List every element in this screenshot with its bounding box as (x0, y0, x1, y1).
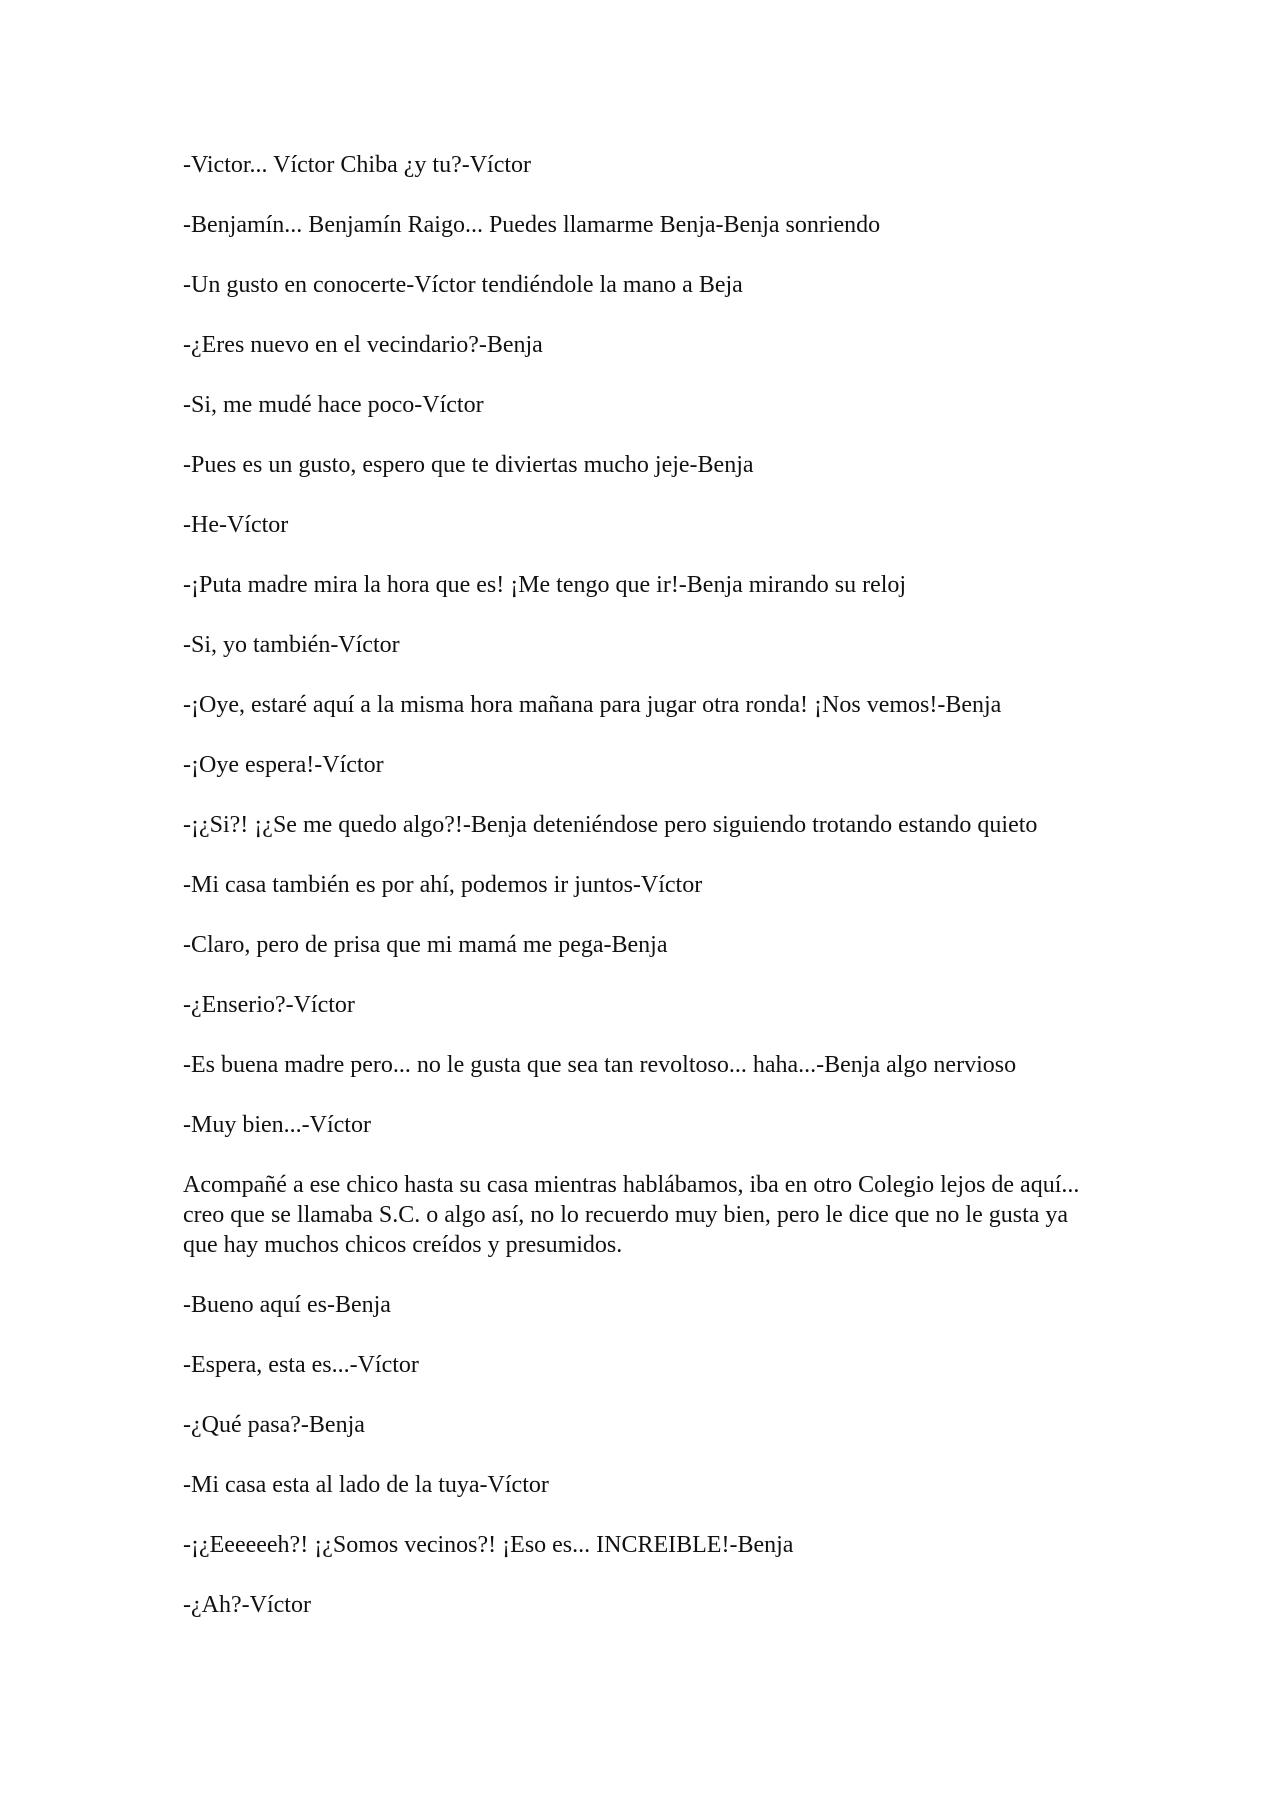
paragraph: -Es buena madre pero... no le gusta que sea tan revoltoso... haha...-Benja algo nervioso (183, 1052, 1017, 1078)
paragraph: -¡Oye espera!-Víctor (183, 752, 384, 778)
paragraph: -Si, me mudé hace poco-Víctor (183, 392, 484, 418)
paragraph: -Benjamín... Benjamín Raigo... Puedes llamarme Benja-Benja sonriendo (183, 212, 881, 238)
paragraph: -Bueno aquí es-Benja (183, 1292, 391, 1318)
paragraph: -¡¿Si?! ¡¿Se me quedo algo?!-Benja deteniéndose pero siguiendo trotando estando quieto (183, 812, 1038, 838)
paragraph: -Claro, pero de prisa que mi mamá me pega-Benja (183, 932, 668, 958)
paragraph: -¡Oye, estaré aquí a la misma hora mañana para jugar otra ronda! ¡Nos vemos!-Benja (183, 692, 1002, 718)
paragraph: -¿Eres nuevo en el vecindario?-Benja (183, 332, 543, 358)
paragraph: -¡Puta madre mira la hora que es! ¡Me tengo que ir!-Benja mirando su reloj (183, 572, 907, 598)
paragraph: -¡¿Eeeeeeh?! ¡¿Somos vecinos?! ¡Eso es... INCREIBLE!-Benja (183, 1532, 794, 1558)
paragraph: -¿Ah?-Víctor (183, 1592, 311, 1618)
paragraph: -Muy bien...-Víctor (183, 1112, 371, 1138)
paragraph: -¿Qué pasa?-Benja (183, 1412, 365, 1438)
paragraph: -Espera, esta es...-Víctor (183, 1352, 419, 1378)
paragraph: -Un gusto en conocerte-Víctor tendiéndole la mano a Beja (183, 272, 743, 298)
paragraph: -Mi casa esta al lado de la tuya-Víctor (183, 1472, 549, 1498)
paragraph: -Mi casa también es por ahí, podemos ir juntos-Víctor (183, 872, 703, 898)
paragraph: -Pues es un gusto, espero que te diviertas mucho jeje-Benja (183, 452, 754, 478)
paragraph: -He-Víctor (183, 512, 289, 538)
paragraph: Acompañé a ese chico hasta su casa mientras hablábamos, iba en otro Colegio lejos de aquí... creo que se llamaba S.C. o algo así, no lo recuerdo muy bien, pero le dice que no le gusta ya que hay muchos chicos creídos y presumidos. (183, 1172, 1080, 1258)
paragraph: -Si, yo también-Víctor (183, 632, 400, 658)
paragraph: -¿Enserio?-Víctor (183, 992, 355, 1018)
document-body (183, 150, 1103, 1650)
paragraph: -Victor... Víctor Chiba ¿y tu?-Víctor (183, 152, 532, 178)
